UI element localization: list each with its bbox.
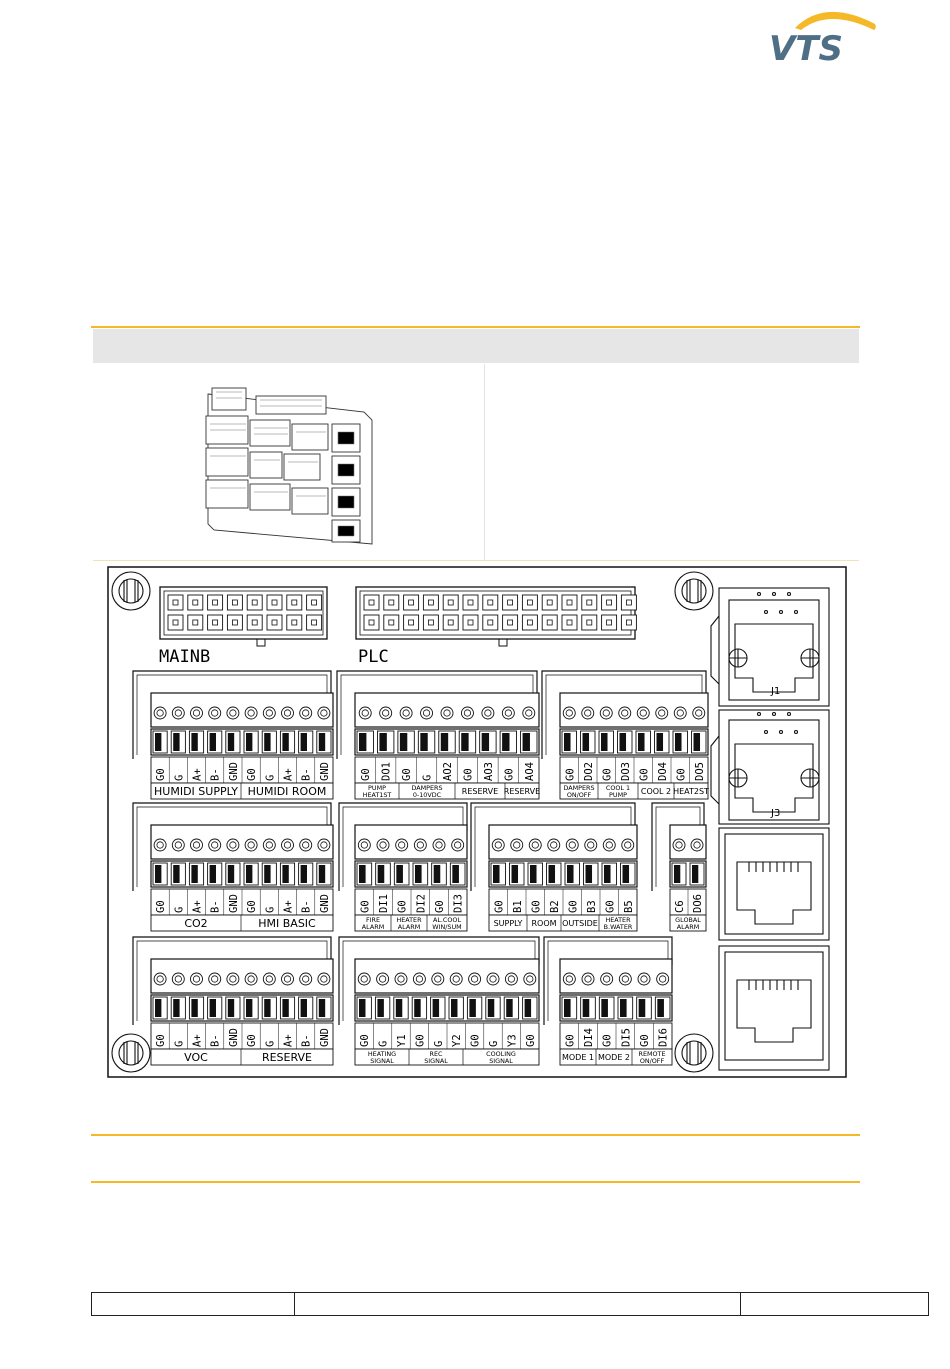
header-pin: [621, 595, 636, 610]
screw-terminal: [172, 839, 184, 851]
header-pin: [582, 615, 597, 630]
header-pin: [443, 595, 458, 610]
header-pin: [307, 615, 322, 630]
screw-terminal: [227, 707, 239, 719]
screw-terminal: [191, 839, 203, 851]
footer-table: [91, 1292, 929, 1316]
pin-label: AO3: [482, 762, 495, 781]
header-pin: [542, 595, 557, 610]
function-label: ROOM: [531, 919, 557, 928]
screw-terminal: [469, 973, 481, 985]
function-label: WIN/SUM: [432, 923, 462, 931]
screw-terminal: [524, 973, 536, 985]
logo-text: VTS: [769, 29, 843, 66]
pin-label: G: [173, 906, 186, 913]
screw-terminal: [600, 707, 612, 719]
lower-rule-1: [91, 1134, 860, 1136]
header-pin: [443, 615, 458, 630]
pin-label: G0: [564, 1034, 577, 1047]
function-label: COOLING: [486, 1050, 516, 1058]
function-label: ON/OFF: [566, 791, 592, 799]
screw-terminal: [582, 973, 594, 985]
function-label: COOL 1: [605, 784, 631, 792]
pin-label: B-: [209, 768, 222, 781]
pin-label: G0: [414, 1034, 427, 1047]
header-pin: [287, 595, 302, 610]
pin-label: Y2: [451, 1034, 464, 1047]
table-header-band: [93, 329, 859, 363]
header-pin: [267, 615, 282, 630]
screw-terminal: [619, 973, 631, 985]
function-label: REMOTE: [638, 1050, 666, 1058]
header-pin: [423, 595, 438, 610]
header-pin: [503, 595, 518, 610]
pin-label: G0: [567, 900, 580, 913]
function-label: HEATER: [396, 916, 422, 924]
module-illustration: [194, 380, 384, 548]
function-label: ALARM: [676, 923, 700, 931]
pin-label: G: [264, 906, 277, 913]
pin-label: GND: [227, 762, 240, 781]
screw-terminal: [563, 973, 575, 985]
pin-label: G: [173, 774, 186, 781]
screw-terminal: [638, 973, 650, 985]
screw-terminal: [585, 839, 597, 851]
pin-label: DI2: [415, 894, 428, 913]
screw-terminal: [377, 973, 389, 985]
mainb-label: MAINB: [159, 647, 211, 667]
pin-label: GND: [318, 1028, 331, 1047]
screw-terminal: [505, 973, 517, 985]
pin-label: GND: [318, 894, 331, 913]
screw-terminal: [400, 707, 412, 719]
function-label: MODE 1: [561, 1053, 595, 1062]
function-label: MODE 2: [597, 1053, 631, 1062]
footer-cell-middle: [295, 1293, 741, 1315]
screw-terminal: [601, 973, 613, 985]
header-pin: [602, 595, 617, 610]
pin-label: G0: [639, 1034, 651, 1047]
pin-label: C6: [674, 900, 686, 913]
screw-terminal: [674, 707, 686, 719]
screw-terminal: [414, 839, 426, 851]
screw-terminal: [622, 839, 634, 851]
pin-label: G0: [493, 900, 506, 913]
function-label: PUMP: [609, 791, 627, 799]
function-label: HEAT2ST: [673, 787, 709, 796]
function-label: DAMPERS: [563, 784, 595, 792]
pin-label: G0: [155, 900, 168, 913]
pin-label: B-: [209, 900, 222, 913]
function-label: HUMIDI ROOM: [247, 785, 327, 798]
header-pin: [168, 595, 183, 610]
screw-terminal: [450, 973, 462, 985]
pin-label: G0: [675, 768, 688, 781]
pin-label: DO1: [380, 762, 393, 781]
function-label: RESERVE: [461, 787, 499, 796]
header-pin: [364, 615, 379, 630]
function-label: VOC: [184, 1051, 208, 1064]
pin-label: B-: [300, 900, 313, 913]
pin-label: G0: [638, 768, 651, 781]
function-label: SUPPLY: [493, 919, 523, 928]
pin-label: GND: [318, 762, 331, 781]
function-label: GLOBAL: [675, 916, 701, 924]
function-label: RESERVE: [261, 1051, 313, 1064]
pin-label: DI5: [620, 1028, 633, 1047]
screw-terminal: [511, 839, 523, 851]
mainb-connector: [160, 587, 327, 646]
screw-terminal: [548, 839, 560, 851]
screw-terminal: [619, 707, 631, 719]
function-label: RESERVE: [503, 787, 541, 796]
function-label: DAMPERS: [411, 784, 443, 792]
function-label: B.WATER: [603, 923, 633, 931]
header-pin: [287, 615, 302, 630]
pin-label: B2: [548, 900, 561, 913]
pin-label: G0: [246, 900, 259, 913]
screw-terminal: [529, 839, 541, 851]
pin-label: A+: [282, 768, 295, 781]
function-label: FIRE: [365, 916, 381, 924]
screw-terminal: [421, 707, 433, 719]
pin-label: G0: [155, 768, 168, 781]
header-pin: [227, 595, 242, 610]
header-pin: [404, 595, 419, 610]
screw-terminal: [523, 707, 535, 719]
pin-label: G: [173, 1040, 186, 1047]
pin-label: A+: [191, 768, 204, 781]
function-label: SIGNAL: [489, 1057, 513, 1065]
screw-terminal: [563, 707, 575, 719]
pin-label: DO3: [619, 762, 632, 781]
lower-rule-2: [91, 1181, 860, 1183]
screw-terminal: [245, 707, 257, 719]
pin-label: B3: [585, 900, 598, 913]
screw-terminal: [566, 839, 578, 851]
j1-label: J1: [771, 686, 781, 697]
pin-label: B-: [300, 768, 313, 781]
pin-label: GND: [227, 1028, 240, 1047]
header-pin: [621, 615, 636, 630]
pin-label: A+: [191, 900, 204, 913]
pin-label: G0: [246, 768, 259, 781]
pin-label: Y3: [506, 1034, 519, 1047]
screw-terminal: [300, 973, 312, 985]
screw-terminal: [656, 707, 668, 719]
function-label: REC: [429, 1050, 443, 1058]
pin-label: B-: [209, 1034, 222, 1047]
pin-label: G: [377, 1040, 390, 1047]
header-pin: [423, 615, 438, 630]
screw-terminal: [359, 707, 371, 719]
pin-label: A+: [282, 1034, 295, 1047]
header-pin: [364, 595, 379, 610]
header-pin: [267, 595, 282, 610]
function-label: HEATER: [605, 916, 631, 924]
row-divider: [93, 560, 859, 561]
screw-terminal: [209, 973, 221, 985]
pin-label: G0: [530, 900, 543, 913]
header-pin: [384, 595, 399, 610]
screw-terminal: [358, 839, 370, 851]
function-label: AL.COOL: [432, 916, 462, 924]
pin-label: G: [264, 1040, 277, 1047]
screw-terminal: [154, 839, 166, 851]
header-pin: [483, 615, 498, 630]
pin-label: G0: [524, 1034, 537, 1047]
function-label: COOL 2: [640, 787, 672, 796]
pin-label: DO2: [582, 762, 595, 781]
pin-label: G0: [401, 768, 414, 781]
pin-label: B1: [511, 900, 524, 913]
screw-terminal: [191, 973, 203, 985]
header-pin: [188, 615, 203, 630]
screw-terminal: [245, 973, 257, 985]
screw-terminal: [191, 707, 203, 719]
pin-label: GND: [227, 894, 240, 913]
screw-terminal: [492, 839, 504, 851]
header-pin: [307, 595, 322, 610]
pin-label: A+: [282, 900, 295, 913]
header-pin: [227, 615, 242, 630]
screw-terminal: [452, 839, 464, 851]
screw-terminal: [441, 707, 453, 719]
pin-label: DO4: [656, 762, 669, 781]
header-pin: [247, 595, 262, 610]
screw-terminal: [691, 839, 703, 851]
screw-terminal: [227, 839, 239, 851]
pin-label: B-: [300, 1034, 313, 1047]
screw-terminal: [318, 839, 330, 851]
screw-terminal: [603, 839, 615, 851]
vts-logo: [765, 4, 880, 66]
pin-label: DO5: [693, 762, 706, 781]
screw-terminal: [395, 973, 407, 985]
column-divider: [484, 364, 485, 560]
footer-cell-left: [92, 1293, 295, 1315]
screw-terminal: [637, 707, 649, 719]
function-label: HEAT1ST: [362, 791, 392, 799]
screw-terminal: [263, 707, 275, 719]
screw-terminal: [300, 839, 312, 851]
screw-terminal: [263, 973, 275, 985]
header-pin: [503, 615, 518, 630]
pin-label: AO4: [523, 762, 536, 781]
screw-terminal: [433, 839, 445, 851]
screw-terminal: [227, 973, 239, 985]
function-label: ON/OFF: [639, 1057, 665, 1065]
screw-terminal: [413, 973, 425, 985]
screw-terminal: [318, 707, 330, 719]
pin-label: G0: [359, 900, 372, 913]
board-schematic: [107, 566, 847, 1078]
function-label: SIGNAL: [424, 1057, 448, 1065]
screw-terminal: [502, 707, 514, 719]
header-pin: [208, 595, 223, 610]
screw-terminal: [673, 839, 685, 851]
plc-connector: [356, 587, 636, 646]
screw-terminal: [282, 707, 294, 719]
header-pin: [582, 595, 597, 610]
header-pin: [404, 615, 419, 630]
pin-label: G0: [434, 900, 446, 913]
screw-terminal: [377, 839, 389, 851]
pin-label: G0: [601, 1034, 614, 1047]
screw-terminal: [154, 973, 166, 985]
screw-terminal: [154, 707, 166, 719]
pin-label: G: [264, 774, 277, 781]
pin-label: G0: [359, 1034, 372, 1047]
function-label: CO2: [184, 917, 208, 930]
pin-label: G0: [155, 1034, 168, 1047]
screw-terminal: [172, 707, 184, 719]
screw-terminal: [245, 839, 257, 851]
plc-label: PLC: [358, 647, 389, 667]
screw-terminal: [461, 707, 473, 719]
top-rule: [91, 326, 860, 328]
header-pin: [247, 615, 262, 630]
header-pin: [522, 615, 537, 630]
footer-cell-right: [741, 1293, 928, 1315]
function-label: OUTSIDE: [562, 919, 598, 928]
pin-label: G0: [469, 1034, 482, 1047]
pin-label: DI4: [583, 1028, 595, 1047]
screw-terminal: [282, 839, 294, 851]
screw-terminal: [300, 707, 312, 719]
screw-terminal: [396, 839, 408, 851]
header-pin: [188, 595, 203, 610]
screw-terminal: [487, 973, 499, 985]
screw-terminal: [209, 839, 221, 851]
pin-label: DI3: [452, 894, 465, 913]
header-pin: [384, 615, 399, 630]
screw-terminal: [432, 973, 444, 985]
pin-label: G0: [396, 900, 409, 913]
pin-label: G0: [564, 768, 577, 781]
pin-label: DO6: [692, 894, 704, 913]
function-label: HEATING: [367, 1050, 397, 1058]
pin-label: AO2: [442, 762, 454, 781]
header-pin: [522, 595, 537, 610]
header-pin: [463, 615, 478, 630]
screw-terminal: [318, 973, 330, 985]
pin-label: A+: [191, 1034, 204, 1047]
header-pin: [542, 615, 557, 630]
header-pin: [562, 615, 577, 630]
pin-label: G0: [360, 768, 373, 781]
screw-terminal: [657, 973, 669, 985]
header-pin: [463, 595, 478, 610]
screw-terminal: [263, 839, 275, 851]
screw-terminal: [482, 707, 494, 719]
screw-terminal: [582, 707, 594, 719]
screw-terminal: [282, 973, 294, 985]
pin-label: DI6: [657, 1028, 670, 1047]
screw-terminal: [380, 707, 392, 719]
pin-label: DI1: [378, 894, 390, 913]
pin-label: B5: [622, 900, 635, 913]
header-pin: [483, 595, 498, 610]
pin-label: G0: [462, 768, 475, 781]
function-label: SIGNAL: [370, 1057, 394, 1065]
screw-terminal: [358, 973, 370, 985]
pin-label: G: [421, 774, 434, 781]
function-label: ALARM: [361, 923, 385, 931]
screw-terminal: [172, 973, 184, 985]
header-pin: [208, 615, 223, 630]
header-pin: [168, 615, 183, 630]
logo-swoosh: [795, 12, 876, 30]
screw-terminal: [209, 707, 221, 719]
function-label: HMI BASIC: [258, 917, 316, 930]
function-label: ALARM: [397, 923, 421, 931]
function-label: HUMIDI SUPPLY: [154, 785, 238, 798]
screw-terminal: [693, 707, 705, 719]
pin-label: G: [488, 1040, 500, 1047]
function-label: PUMP: [368, 784, 386, 792]
header-pin: [562, 595, 577, 610]
pin-label: G0: [601, 768, 614, 781]
pin-label: G0: [604, 900, 617, 913]
pin-label: Y1: [396, 1034, 408, 1047]
pin-label: G: [432, 1040, 445, 1047]
function-label: 0-10VDC: [412, 791, 442, 799]
pin-label: G0: [246, 1034, 259, 1047]
pin-label: G0: [503, 768, 516, 781]
j3-label: J3: [771, 808, 781, 819]
header-pin: [602, 615, 617, 630]
